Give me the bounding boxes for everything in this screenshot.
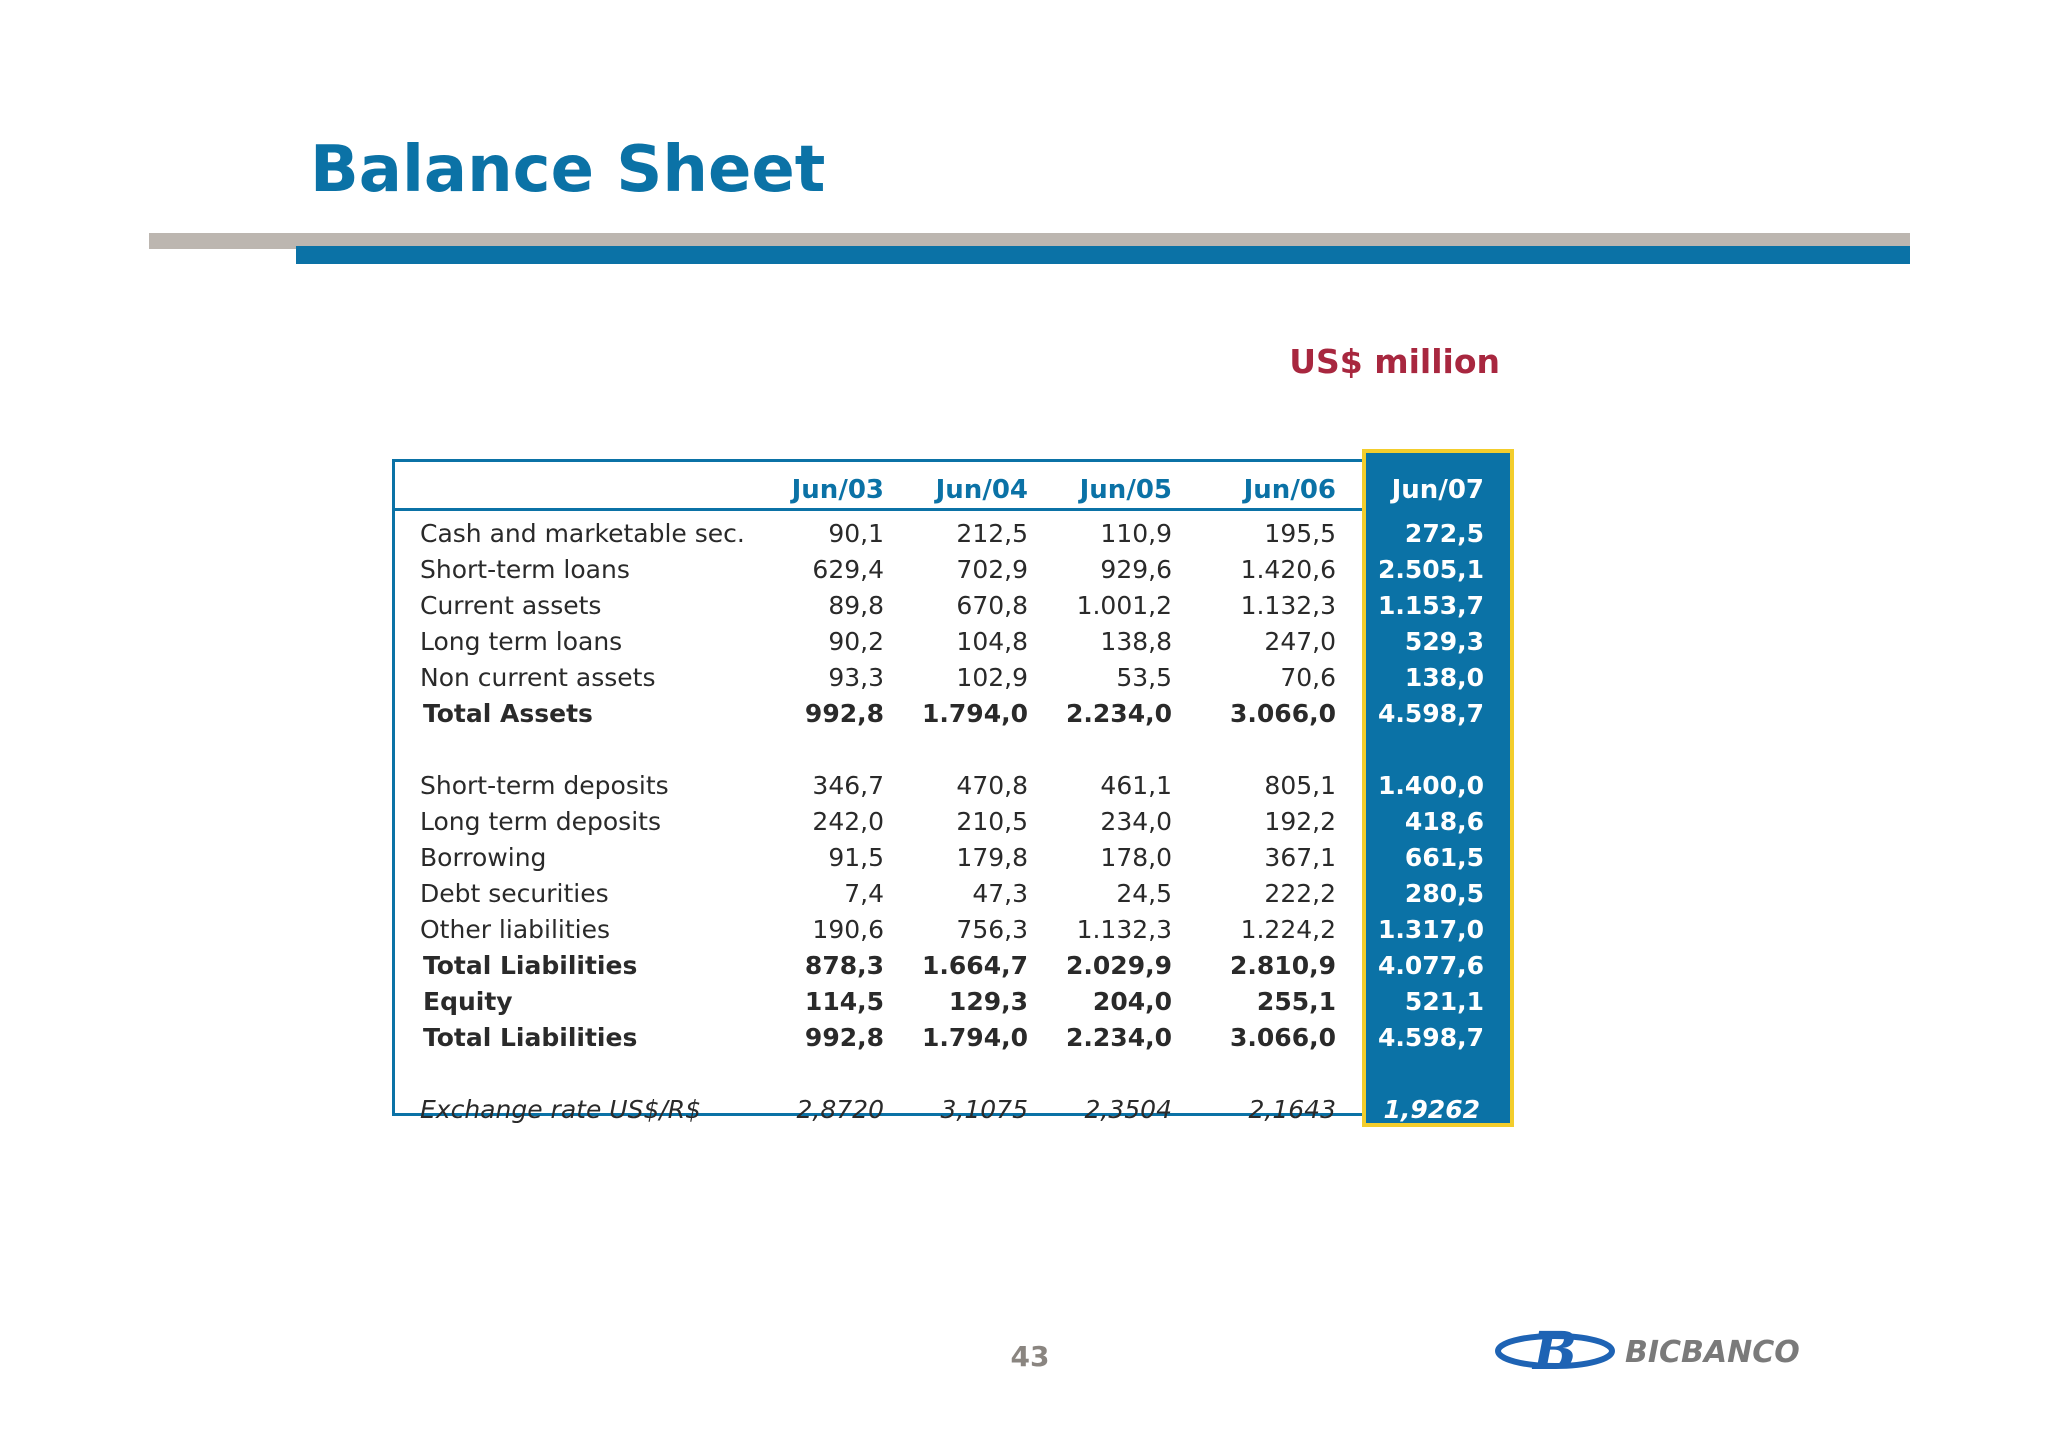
table-cell: 222,2 [1264,879,1336,908]
table-cell: 2.234,0 [1066,699,1172,728]
table-cell: 114,5 [804,987,884,1016]
table-cell: 878,3 [804,951,884,980]
table-cell-highlight: 529,3 [1404,627,1484,656]
table-cell: 1.224,2 [1240,915,1336,944]
table-cell: 1.664,7 [922,951,1028,980]
table-cell: 212,5 [956,519,1028,548]
table-cell: 346,7 [812,771,884,800]
table-cell: 3.066,0 [1230,1023,1336,1052]
table-cell-highlight: 1.317,0 [1378,915,1484,944]
table-cell: 3,1075 [940,1095,1028,1124]
column-header-jun05: Jun/05 [1079,475,1172,505]
row-label: Other liabilities [420,915,611,944]
table-cell-highlight: 1.153,7 [1378,591,1484,620]
row-label: Debt securities [420,879,609,908]
table-cell-highlight: 1,9262 [1383,1095,1480,1124]
table-cell: 3.066,0 [1230,699,1336,728]
table-cell-highlight: 280,5 [1404,879,1484,908]
table-cell: 2.029,9 [1066,951,1172,980]
row-label: Short-term deposits [420,771,669,800]
row-label: Cash and marketable sec. [420,519,745,548]
row-label-total-assets: Total Assets [423,699,593,728]
table-cell: 234,0 [1100,807,1172,836]
table-cell: 929,6 [1100,555,1172,584]
logo-b-mark: B [1533,1325,1577,1375]
logo-wordmark: BICBANCO [1625,1335,1800,1370]
table-cell: 1.794,0 [922,1023,1028,1052]
table-cell: 992,8 [804,1023,884,1052]
table-cell: 89,8 [828,591,884,620]
table-cell-highlight: 4.598,7 [1378,1023,1484,1052]
table-cell: 702,9 [956,555,1028,584]
table-cell: 47,3 [972,879,1028,908]
header-divider [392,508,1362,511]
table-cell: 1.132,3 [1240,591,1336,620]
table-cell: 670,8 [956,591,1028,620]
column-header-jun07: Jun/07 [1391,475,1484,505]
row-label: Long term loans [420,627,623,656]
table-cell-highlight: 418,6 [1404,807,1484,836]
row-label-equity: Equity [423,987,513,1016]
row-label: Non current assets [420,663,656,692]
table-cell: 367,1 [1264,843,1336,872]
table-cell: 1.132,3 [1076,915,1172,944]
table-cell: 91,5 [828,843,884,872]
table-cell-highlight: 2.505,1 [1378,555,1484,584]
table-cell: 178,0 [1100,843,1172,872]
blue-divider-bar [296,246,1910,264]
column-header-jun03: Jun/03 [791,475,884,505]
table-cell: 629,4 [812,555,884,584]
table-cell: 204,0 [1092,987,1172,1016]
table-cell-highlight: 1.400,0 [1378,771,1484,800]
table-cell: 247,0 [1264,627,1336,656]
row-label: Long term deposits [420,807,661,836]
row-label: Borrowing [420,843,547,872]
table-cell: 93,3 [828,663,884,692]
table-cell: 102,9 [956,663,1028,692]
table-cell: 2,8720 [796,1095,884,1124]
table-cell: 110,9 [1100,519,1172,548]
row-label-total-liabilities-equity: Total Liabilities [423,1023,638,1052]
column-header-jun04: Jun/04 [935,475,1028,505]
table-cell: 992,8 [804,699,884,728]
table-cell: 805,1 [1264,771,1336,800]
table-cell-highlight: 138,0 [1404,663,1484,692]
table-cell: 2.810,9 [1230,951,1336,980]
table-cell: 210,5 [956,807,1028,836]
table-cell: 756,3 [956,915,1028,944]
table-cell: 2,1643 [1248,1095,1336,1124]
row-label: Short-term loans [420,555,630,584]
table-cell-highlight: 661,5 [1404,843,1484,872]
table-cell: 70,6 [1280,663,1336,692]
table-cell: 2,3504 [1084,1095,1172,1124]
table-cell: 7,4 [844,879,884,908]
table-cell: 179,8 [956,843,1028,872]
table-cell: 129,3 [948,987,1028,1016]
table-cell: 53,5 [1116,663,1172,692]
table-cell: 104,8 [956,627,1028,656]
page-title: Balance Sheet [310,133,826,207]
table-cell: 1.420,6 [1240,555,1336,584]
table-cell: 24,5 [1116,879,1172,908]
unit-label: US$ million [1289,342,1500,381]
row-label-total-liabilities: Total Liabilities [423,951,638,980]
table-cell: 190,6 [812,915,884,944]
table-cell: 470,8 [956,771,1028,800]
table-cell-highlight: 4.598,7 [1378,699,1484,728]
table-cell: 1.794,0 [922,699,1028,728]
page-number: 43 [1010,1340,1050,1373]
table-cell: 242,0 [812,807,884,836]
table-cell: 195,5 [1264,519,1336,548]
table-cell-highlight: 4.077,6 [1378,951,1484,980]
table-cell: 138,8 [1100,627,1172,656]
table-cell: 192,2 [1264,807,1336,836]
table-cell: 90,1 [828,519,884,548]
table-cell: 461,1 [1100,771,1172,800]
table-cell: 255,1 [1256,987,1336,1016]
row-label-exchange-rate: Exchange rate US$/R$ [420,1095,702,1124]
table-cell: 1.001,2 [1076,591,1172,620]
table-cell-highlight: 272,5 [1404,519,1484,548]
table-cell-highlight: 521,1 [1404,987,1484,1016]
row-label: Current assets [420,591,602,620]
bicbanco-logo [1495,1325,1885,1375]
table-cell: 2.234,0 [1066,1023,1172,1052]
table-cell: 90,2 [828,627,884,656]
column-header-jun06: Jun/06 [1243,475,1336,505]
